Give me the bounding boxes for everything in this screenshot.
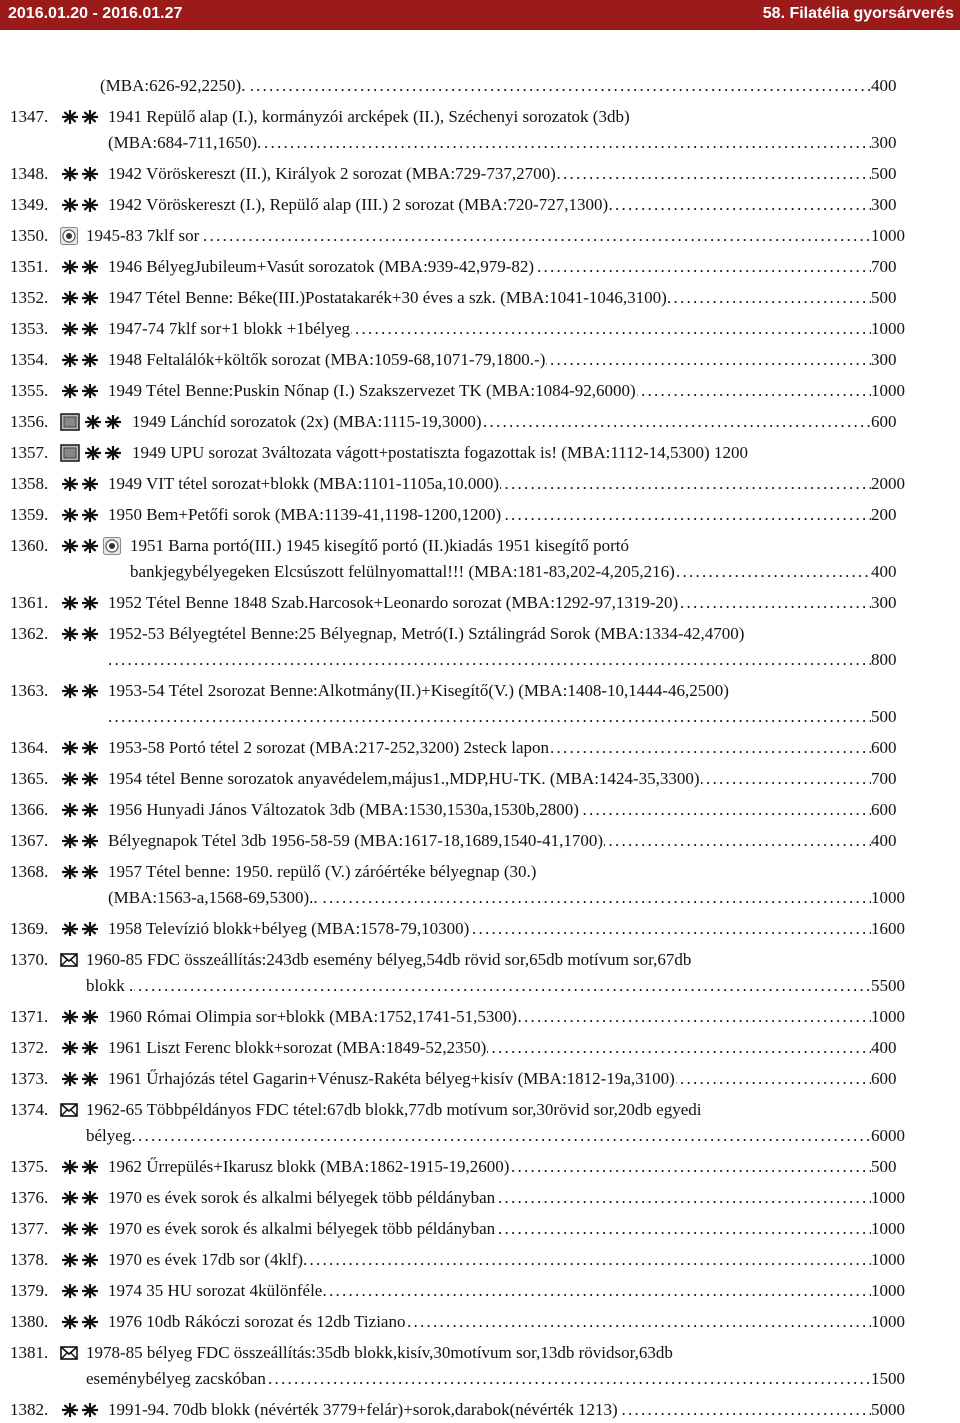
lot-description: 1960 Római Olimpia sor+blokk (MBA:1752,1741-51,5300) bbox=[108, 1007, 518, 1026]
lot-item bbox=[0, 1154, 960, 1180]
lot-item bbox=[0, 104, 960, 156]
lot-description: 1962-65 Többpéldányos FDC tétel:67db blokk,77db motívum sor,30rövid sor,20db egyedi bbox=[86, 1100, 702, 1119]
lot-icons bbox=[60, 1278, 100, 1304]
lot-item bbox=[0, 828, 960, 854]
lot-description: 1956 Hunyadi János Változatok 3db (MBA:1530,1530a,1530b,2800) bbox=[108, 800, 579, 819]
lot-description: 1991-94. 70db blokk (névérték 3779+felár)+sorok,darabok(névérték 1213) bbox=[108, 1400, 618, 1419]
lot-price: 1000 bbox=[871, 1281, 905, 1300]
lot-number: 1361. bbox=[10, 593, 49, 612]
round-stamp-icon bbox=[103, 537, 121, 555]
double-star-icon bbox=[60, 1159, 100, 1175]
lot-icons bbox=[60, 621, 100, 647]
lot-description: bankjegybélyegeken Elcsúszott felülnyomattal!!! (MBA:181-83,202-4,205,216) bbox=[130, 562, 675, 581]
lot-description: eseménybélyeg zacskóban bbox=[86, 1369, 266, 1388]
lot-item bbox=[0, 440, 960, 466]
lot-price: 200 bbox=[871, 505, 897, 524]
lot-number: 1347. bbox=[10, 107, 49, 126]
lot-item bbox=[0, 1004, 960, 1030]
lot-item bbox=[0, 590, 960, 616]
lot-icons bbox=[60, 766, 100, 792]
lot-price: 700 bbox=[871, 257, 897, 276]
lot-description: 1970 es évek sorok és alkalmi bélyegek több példányban bbox=[108, 1188, 496, 1207]
lot-icons bbox=[60, 192, 100, 218]
lot-item bbox=[0, 1035, 960, 1061]
lot-icons bbox=[60, 285, 100, 311]
lot-price: 500 bbox=[871, 288, 897, 307]
lot-description: 1952-53 Bélyegtétel Benne:25 Bélyegnap, Metró(I.) Sztálingrád Sorok (MBA:1334-42,4700) bbox=[108, 624, 745, 643]
double-star-icon bbox=[60, 1009, 100, 1025]
lot-icons bbox=[60, 828, 100, 854]
lot-description: 1946 BélyegJubileum+Vasút sorozatok (MBA:939-42,979-82) bbox=[108, 257, 535, 276]
lot-number: 1352. bbox=[10, 288, 49, 307]
lot-item bbox=[0, 1097, 960, 1149]
double-star-icon bbox=[60, 290, 100, 306]
lot-item bbox=[0, 285, 960, 311]
lot-price: 6000 bbox=[871, 1126, 905, 1145]
lot-icons bbox=[60, 409, 123, 435]
lot-number: 1363. bbox=[10, 681, 49, 700]
lot-price: 300 bbox=[871, 593, 897, 612]
double-star-icon bbox=[60, 1190, 100, 1206]
lot-description: 1942 Vöröskereszt (II.), Királyok 2 sorozat (MBA:729-737,2700) bbox=[108, 164, 556, 183]
lot-number: 1368. bbox=[10, 862, 49, 881]
lot-description: 1957 Tétel benne: 1950. repülő (V.) záróértéke bélyegnap (30.) bbox=[108, 862, 537, 881]
lot-item bbox=[0, 192, 960, 218]
lot-icons bbox=[60, 1035, 100, 1061]
lot-icons bbox=[60, 1340, 78, 1366]
lot-price: 1000 bbox=[871, 888, 905, 907]
double-star-icon bbox=[60, 321, 100, 337]
lot-description: 1976 10db Rákóczi sorozat és 12db Tiziano bbox=[108, 1312, 406, 1331]
lot-description: (MBA:684-711,1650). bbox=[108, 133, 262, 152]
lot-number: 1364. bbox=[10, 738, 49, 757]
lot-description: Bélyegnapok Tétel 3db 1956-58-59 (MBA:1617-18,1689,1540-41,1700) bbox=[108, 831, 603, 850]
lot-icons bbox=[60, 440, 123, 466]
lot-price: 600 bbox=[871, 738, 897, 757]
lot-icons bbox=[60, 735, 100, 761]
lot-number: 1362. bbox=[10, 624, 49, 643]
lot-number: 1365. bbox=[10, 769, 49, 788]
lot-price: 1000 bbox=[871, 1007, 905, 1026]
lot-item bbox=[0, 1397, 960, 1423]
lot-item bbox=[0, 223, 960, 249]
lot-number: 1382. bbox=[10, 1400, 49, 1419]
lot-item bbox=[0, 1340, 960, 1392]
lot-number: 1349. bbox=[10, 195, 49, 214]
round-stamp-icon bbox=[60, 227, 78, 245]
lot-price: 300 bbox=[871, 195, 897, 214]
lot-price: 1500 bbox=[871, 1369, 905, 1388]
lot-price: 700 bbox=[871, 769, 897, 788]
lot-item bbox=[0, 316, 960, 342]
lot-price: 5000 bbox=[871, 1400, 905, 1419]
envelope-icon bbox=[60, 1103, 78, 1117]
double-star-icon bbox=[60, 921, 100, 937]
lot-item bbox=[0, 502, 960, 528]
lot-icons bbox=[60, 947, 78, 973]
lot-description: . bbox=[108, 650, 113, 669]
catalog-title: 58. Filatélia gyorsárverés bbox=[762, 5, 954, 22]
lot-number: 1354. bbox=[10, 350, 49, 369]
lot-item bbox=[0, 471, 960, 497]
lot-description: 1953-58 Portó tétel 2 sorozat (MBA:217-252,3200) 2steck lapon bbox=[108, 738, 549, 757]
lot-item bbox=[0, 859, 960, 911]
lot-description: . bbox=[108, 707, 113, 726]
lot-item bbox=[0, 378, 960, 404]
lot-item bbox=[0, 1278, 960, 1304]
lot-number: 1353. bbox=[10, 319, 49, 338]
lot-icons bbox=[60, 859, 100, 885]
lot-icons bbox=[60, 471, 100, 497]
lot-item bbox=[0, 161, 960, 187]
lot-icons bbox=[60, 1154, 100, 1180]
lot-description: bélyeg bbox=[86, 1126, 132, 1145]
lot-price: 1000 bbox=[871, 1312, 905, 1331]
lot-description: 1942 Vöröskereszt (I.), Repülő alap (III.) 2 sorozat (MBA:720-727,1300) bbox=[108, 195, 609, 214]
lot-price: 5500 bbox=[871, 976, 905, 995]
lot-item bbox=[0, 621, 960, 673]
double-star-icon bbox=[60, 802, 100, 818]
square-block-icon bbox=[60, 444, 80, 462]
lot-icons bbox=[60, 316, 100, 342]
lot-price: 600 bbox=[871, 412, 897, 431]
lot-price: 500 bbox=[871, 707, 897, 726]
lot-number: 1377. bbox=[10, 1219, 49, 1238]
double-star-icon bbox=[60, 166, 100, 182]
double-star-icon bbox=[83, 414, 123, 430]
lot-item bbox=[0, 1216, 960, 1242]
lot-number: 1366. bbox=[10, 800, 49, 819]
lot-description: 1953-54 Tétel 2sorozat Benne:Alkotmány(II.)+Kisegítő(V.) (MBA:1408-10,1444-46,2500) bbox=[108, 681, 729, 700]
lot-icons bbox=[60, 223, 78, 249]
lot-description: (MBA:1563-a,1568-69,5300).. bbox=[108, 888, 318, 907]
lot-icons bbox=[60, 1004, 100, 1030]
lot-price: 600 bbox=[871, 800, 897, 819]
lot-price: 400 bbox=[871, 562, 897, 581]
lot-number: 1375. bbox=[10, 1157, 49, 1176]
lot-price: 1000 bbox=[871, 226, 905, 245]
double-star-icon bbox=[60, 595, 100, 611]
double-star-icon bbox=[60, 1314, 100, 1330]
lot-number: 1358. bbox=[10, 474, 49, 493]
lot-description: 1948 Feltalálók+költők sorozat (MBA:1059-68,1071-79,1800.-) bbox=[108, 350, 546, 369]
lot-price: 500 bbox=[871, 164, 897, 183]
lot-price: 1000 bbox=[871, 381, 905, 400]
lot-price: 2000 bbox=[871, 474, 905, 493]
lot-number: 1379. bbox=[10, 1281, 49, 1300]
lot-number: 1372. bbox=[10, 1038, 49, 1057]
lot-description: 1949 Lánchíd sorozatok (2x) (MBA:1115-19,3000) bbox=[132, 412, 482, 431]
lot-description: 1952 Tétel Benne 1848 Szab.Harcosok+Leonardo sorozat (MBA:1292-97,1319-20) bbox=[108, 593, 679, 612]
lot-number: 1351. bbox=[10, 257, 49, 276]
lot-item bbox=[0, 347, 960, 373]
lot-description: 1961 Űrhajózás tétel Gagarin+Vénusz-Rakéta bélyeg+kisív (MBA:1812-19a,3100) bbox=[108, 1069, 675, 1088]
lot-number: 1355. bbox=[10, 381, 49, 400]
lot-item bbox=[0, 797, 960, 823]
double-star-icon bbox=[60, 1221, 100, 1237]
lot-icons bbox=[60, 161, 100, 187]
lot-item bbox=[0, 678, 960, 730]
double-star-icon bbox=[60, 1252, 100, 1268]
lot-item bbox=[0, 735, 960, 761]
lot-description: 1960-85 FDC összeállítás:243db esemény bélyeg,54db rövid sor,65db motívum sor,67db bbox=[86, 950, 692, 969]
double-star-icon bbox=[60, 1071, 100, 1087]
lot-icons bbox=[60, 104, 100, 130]
lot-price: 300 bbox=[871, 133, 897, 152]
lot-number: 1348. bbox=[10, 164, 49, 183]
lot-description: 1962 Űrrepülés+Ikarusz blokk (MBA:1862-1915-19,2600) bbox=[108, 1157, 510, 1176]
lot-description: 1945-83 7klf sor bbox=[86, 226, 200, 245]
lot-item bbox=[0, 947, 960, 999]
lot-number: 1380. bbox=[10, 1312, 49, 1331]
double-star-icon bbox=[60, 538, 100, 554]
lot-number: 1370. bbox=[10, 950, 49, 969]
lot-number: 1356. bbox=[10, 412, 49, 431]
lot-number: 1350. bbox=[10, 226, 49, 245]
lot-item bbox=[0, 533, 960, 585]
double-star-icon bbox=[60, 683, 100, 699]
lot-price: 800 bbox=[871, 650, 897, 669]
lot-icons bbox=[60, 678, 100, 704]
lot-icons bbox=[60, 502, 100, 528]
double-star-icon bbox=[60, 864, 100, 880]
double-star-icon bbox=[60, 1283, 100, 1299]
lot-number: 1371. bbox=[10, 1007, 49, 1026]
lot-description: 1949 UPU sorozat 3változata vágott+postatiszta fogazottak is! (MBA:1112-14,5300) 1200 bbox=[132, 443, 748, 462]
lot-price: 500 bbox=[871, 1157, 897, 1176]
lot-description: blokk . bbox=[86, 976, 134, 995]
square-block-icon bbox=[60, 413, 80, 431]
lot-icons bbox=[60, 590, 100, 616]
lot-number: 1360. bbox=[10, 536, 49, 555]
lot-item bbox=[0, 254, 960, 280]
lot-item bbox=[0, 1185, 960, 1211]
lot-price: 300 bbox=[871, 350, 897, 369]
lot-icons bbox=[60, 254, 100, 280]
lot-item bbox=[0, 409, 960, 435]
lot-item bbox=[0, 1066, 960, 1092]
lot-number: 1369. bbox=[10, 919, 49, 938]
lot-icons bbox=[60, 1097, 78, 1123]
lot-description: 1978-85 bélyeg FDC összeállítás:35db blokk,kisív,30motívum sor,13db rövidsor,63db bbox=[86, 1343, 673, 1362]
lot-icons bbox=[60, 1185, 100, 1211]
double-star-icon bbox=[60, 259, 100, 275]
lot-description: 1941 Repülő alap (I.), kormányzói arcképek (II.), Széchenyi sorozatok (3db) bbox=[108, 107, 630, 126]
lot-icons bbox=[60, 378, 100, 404]
lot-description: 1970 es évek sorok és alkalmi bélyegek több példányban bbox=[108, 1219, 496, 1238]
lot-description: 1951 Barna portó(III.) 1945 kisegítő portó (II.)kiadás 1951 kisegítő portó bbox=[130, 536, 630, 555]
lot-description: 1954 tétel Benne sorozatok anyavédelem,május1.,MDP,HU-TK. (MBA:1424-35,3300) bbox=[108, 769, 700, 788]
lot-description: (MBA:626-92,2250). . bbox=[100, 76, 254, 95]
lot-price: 1000 bbox=[871, 319, 905, 338]
lot-description: 1949 VIT tétel sorozat+blokk (MBA:1101-1105a,10.000) bbox=[108, 474, 500, 493]
lot-price: 1000 bbox=[871, 1219, 905, 1238]
lot-number: 1381. bbox=[10, 1343, 49, 1362]
double-star-icon bbox=[60, 476, 100, 492]
double-star-icon bbox=[60, 197, 100, 213]
lot-icons bbox=[60, 1309, 100, 1335]
double-star-icon bbox=[60, 1040, 100, 1056]
double-star-icon bbox=[60, 833, 100, 849]
lot-description: 1974 35 HU sorozat 4különféle bbox=[108, 1281, 323, 1300]
lot-item bbox=[0, 1309, 960, 1335]
double-star-icon bbox=[60, 109, 100, 125]
double-star-icon bbox=[60, 383, 100, 399]
lot-price: 600 bbox=[871, 1069, 897, 1088]
date-range: 2016.01.20 - 2016.01.27 bbox=[8, 5, 183, 22]
lot-description: 1950 Bem+Petőfi sorok (MBA:1139-41,1198-1200,1200) bbox=[108, 505, 502, 524]
lot-list bbox=[0, 73, 960, 1423]
lot-price: 400 bbox=[871, 76, 897, 95]
lot-description: 1949 Tétel Benne:Puskin Nőnap (I.) Szakszervezet TK (MBA:1084-92,6000) bbox=[108, 381, 636, 400]
double-star-icon bbox=[60, 740, 100, 756]
lot-number: 1373. bbox=[10, 1069, 49, 1088]
lot-number: 1357. bbox=[10, 443, 49, 462]
lot-price: 400 bbox=[871, 831, 897, 850]
lot-price: 1000 bbox=[871, 1188, 905, 1207]
lot-icons bbox=[60, 533, 121, 559]
lot-price: 1000 bbox=[871, 1250, 905, 1269]
lot-icons bbox=[60, 1066, 100, 1092]
lot-price: 400 bbox=[871, 1038, 897, 1057]
page-header bbox=[0, 0, 960, 30]
lot-price: 1600 bbox=[871, 919, 905, 938]
lot-number: 1378. bbox=[10, 1250, 49, 1269]
double-star-icon bbox=[60, 771, 100, 787]
lot-item bbox=[0, 916, 960, 942]
double-star-icon bbox=[60, 626, 100, 642]
lot-number: 1376. bbox=[10, 1188, 49, 1207]
lot-icons bbox=[60, 1397, 100, 1423]
lot-description: 1961 Liszt Ferenc blokk+sorozat (MBA:1849-52,2350) bbox=[108, 1038, 487, 1057]
double-star-icon bbox=[60, 352, 100, 368]
lot-number: 1367. bbox=[10, 831, 49, 850]
lot-item bbox=[0, 73, 960, 99]
double-star-icon bbox=[60, 507, 100, 523]
lot-number: 1374. bbox=[10, 1100, 49, 1119]
lot-icons bbox=[60, 1216, 100, 1242]
lot-description: 1958 Televízió blokk+bélyeg (MBA:1578-79,10300) bbox=[108, 919, 470, 938]
lot-number: 1359. bbox=[10, 505, 49, 524]
double-star-icon bbox=[60, 1402, 100, 1418]
lot-icons bbox=[60, 797, 100, 823]
lot-item bbox=[0, 1247, 960, 1273]
lot-icons bbox=[60, 916, 100, 942]
lot-description: 1947 Tétel Benne: Béke(III.)Postatakarék+30 éves a szk. (MBA:1041-1046,3100) bbox=[108, 288, 667, 307]
envelope-icon bbox=[60, 1346, 78, 1360]
double-star-icon bbox=[83, 445, 123, 461]
lot-description: 1970 es évek 17db sor (4klf) bbox=[108, 1250, 303, 1269]
lot-description: 1947-74 7klf sor+1 blokk +1bélyeg bbox=[108, 319, 351, 338]
lot-icons bbox=[60, 1247, 100, 1273]
envelope-icon bbox=[60, 953, 78, 967]
lot-item bbox=[0, 766, 960, 792]
lot-icons bbox=[60, 347, 100, 373]
